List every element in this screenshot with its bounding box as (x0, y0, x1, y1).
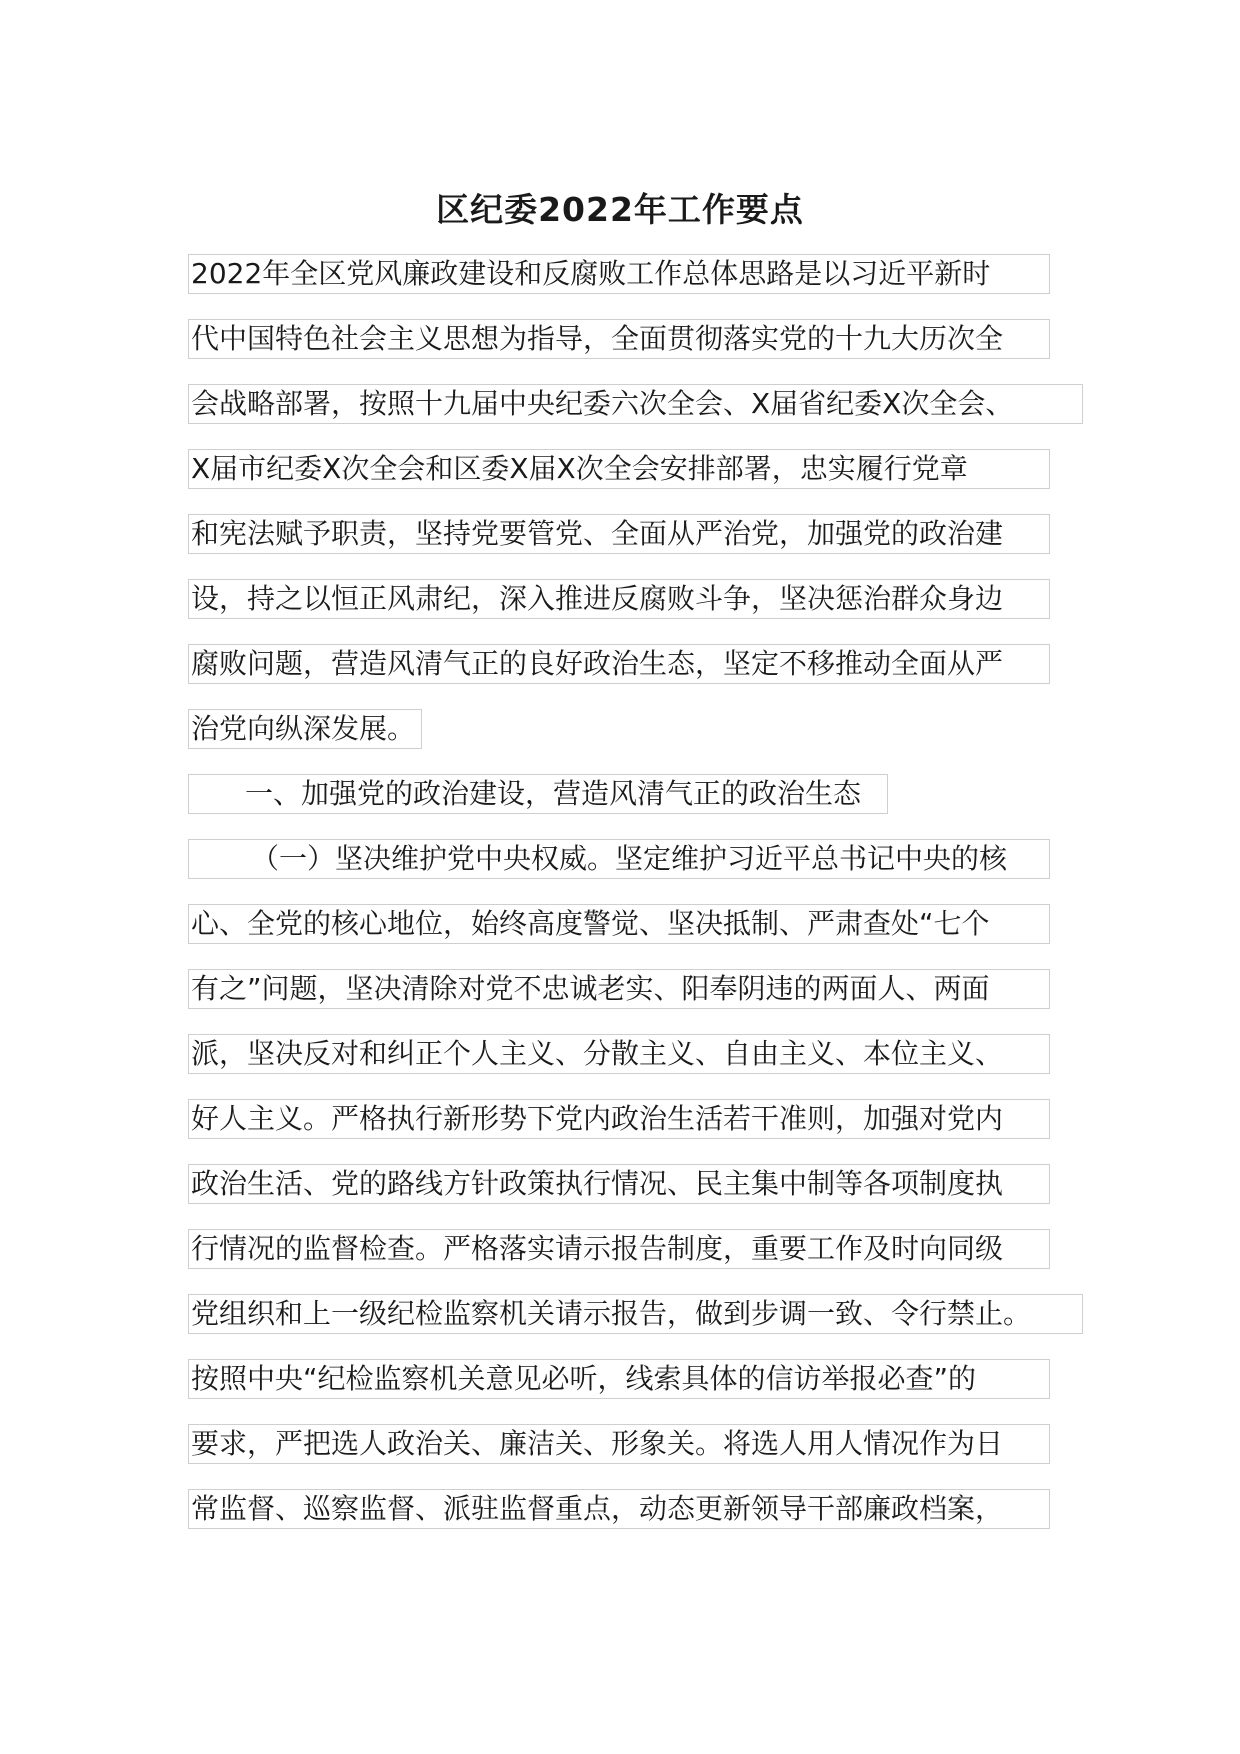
line-text: （一）坚决维护党中央权威。坚定维护习近平总书记中央的核 (188, 839, 1050, 879)
document-body (188, 251, 1088, 1551)
line-text: 设，持之以恒正风肃纪，深入推进反腐败斗争，坚决惩治群众身边 (188, 579, 1050, 619)
line-text: 要求，严把选人政治关、廉洁关、形象关。将选人用人情况作为日 (188, 1424, 1050, 1464)
text-line (188, 1031, 1088, 1096)
line-text: 代中国特色社会主义思想为指导，全面贯彻落实党的十九大历次全 (188, 319, 1050, 359)
line-text: 政治生活、党的路线方针政策执行情况、民主集中制等各项制度执 (188, 1164, 1050, 1204)
line-text: 2022年全区党风廉政建设和反腐败工作总体思路是以习近平新时 (188, 254, 1050, 294)
text-line (188, 1486, 1088, 1551)
text-line (188, 706, 1088, 771)
line-text: 行情况的监督检查。严格落实请示报告制度，重要工作及时向同级 (188, 1229, 1050, 1269)
line-text: 腐败问题，营造风清气正的良好政治生态，坚定不移推动全面从严 (188, 644, 1050, 684)
text-line (188, 1161, 1088, 1226)
text-line (188, 446, 1088, 511)
text-line (188, 901, 1088, 966)
line-text: 治党向纵深发展。 (188, 709, 422, 749)
text-line (188, 641, 1088, 706)
text-line (188, 836, 1088, 901)
document-title: 区纪委2022年工作要点 (436, 190, 804, 229)
text-line (188, 1421, 1088, 1486)
text-line (188, 966, 1088, 1031)
text-line (188, 251, 1088, 316)
text-line (188, 511, 1088, 576)
text-line (188, 576, 1088, 641)
section-heading-text: 一、加强党的政治建设，营造风清气正的政治生态 (188, 774, 888, 814)
text-line (188, 316, 1088, 381)
line-text: 有之”问题，坚决清除对党不忠诚老实、阳奉阴违的两面人、两面 (188, 969, 1050, 1009)
line-text: 会战略部署，按照十九届中央纪委六次全会、X届省纪委X次全会、 (188, 384, 1083, 424)
line-text: X届市纪委X次全会和区委X届X次全会安排部署，忠实履行党章 (188, 449, 1050, 489)
line-text: 按照中央“纪检监察机关意见必听，线索具体的信访举报必查”的 (188, 1359, 1050, 1399)
text-line (188, 381, 1088, 446)
text-line (188, 1356, 1088, 1421)
section-heading (188, 771, 1088, 836)
line-text: 派，坚决反对和纠正个人主义、分散主义、自由主义、本位主义、 (188, 1034, 1050, 1074)
line-text: 心、全党的核心地位，始终高度警觉、坚决抵制、严肃查处“七个 (188, 904, 1050, 944)
text-line (188, 1096, 1088, 1161)
line-text: 党组织和上一级纪检监察机关请示报告，做到步调一致、令行禁止。 (188, 1294, 1083, 1334)
line-text: 和宪法赋予职责，坚持党要管党、全面从严治党，加强党的政治建 (188, 514, 1050, 554)
text-line (188, 1291, 1088, 1356)
text-line (188, 1226, 1088, 1291)
line-text: 常监督、巡察监督、派驻监督重点，动态更新领导干部廉政档案， (188, 1489, 1050, 1529)
line-text: 好人主义。严格执行新形势下党内政治生活若干准则，加强对党内 (188, 1099, 1050, 1139)
